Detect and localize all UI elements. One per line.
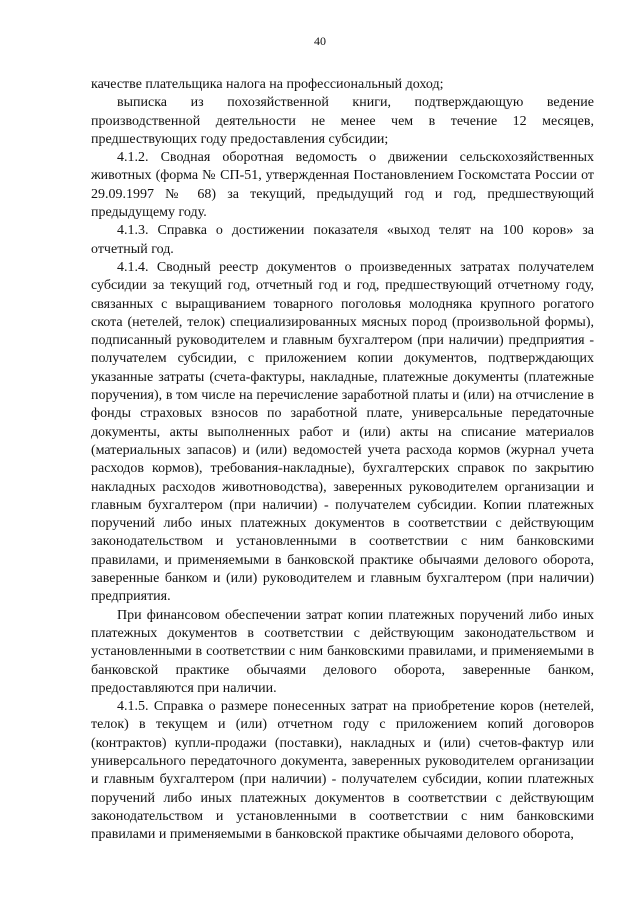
paragraph-household-book-extract: выписка из похозяйственной книги, подтверждающую ведение производственной деятельности не менее чем в течение 12 месяцев, предшествующих году предоставления субсидии; xyxy=(91,95,594,147)
paragraph-continuation: качестве плательщика налога на профессиональный доход; xyxy=(91,77,444,92)
document-body xyxy=(91,76,594,844)
paragraph-4-1-3: 4.1.3. Справка о достижении показателя «выход телят на 100 коров» за отчетный год. xyxy=(91,223,594,257)
paragraph-financial-support: При финансовом обеспечении затрат копии платежных поручений либо иных платежных документов в соответствии с действующим законодательством и установленными в соответствии с ним банковскими правилами, и применяемыми в банковской практике обычаями делового оборота, заверенные банком, предоставляются при наличии. xyxy=(91,607,594,696)
paragraph-4-1-4: 4.1.4. Сводный реестр документов о произведенных затратах получателем субсидии за текущий год, отчетный год и год, предшествующий отчетному году, связанных с выращиванием товарного поголовья молодняка крупного рогатого скота (нетелей, телок) специализированных мясных пород (произвольной формы), подписанный руководителем и главным бухгалтером (при наличии) предприятия - получателем субсидии, с приложением копии документов, подтверждающих указанные затраты (счета-фактуры, накладные, платежные документы (платежные поручения), в том числе на перечисление заработной платы и (или) на отчисление в фонды страховых взносов по заработной плате, универсальные передаточные документы, акты выполненных работ и (или) акты на списание материалов (материальных запасов) и (или) ведомостей учета расхода кормов (журнал учета расходов кормов), требования-накладные), бухгалтерских справок по закрытию накладных расходов животноводства), заверенных руководителем организации и главным бухгалтером (при наличии) - получателем субсидии. Копии платежных поручений либо иных платежных документов в соответствии с действующим законодательством и установленными в соответствии с ним банковскими правилами, и применяемыми в банковской практике обычаями делового оборота, заверенные банком и (или) руководителем и главным бухгалтером (при наличии) предприятия. xyxy=(91,259,594,605)
page-number: 40 xyxy=(314,34,326,48)
paragraph-4-1-5: 4.1.5. Справка о размере понесенных затрат на приобретение коров (нетелей, телок) в текущем и (или) отчетном году с приложением копий договоров (контрактов) купли-продажи (поставки), накладных и (или) счетов-фактур или универсального передаточного документа, заверенных руководителем организации и главным бухгалтером (при наличии) - получателем субсидии, копии платежных поручений либо иных платежных документов в соответствии с действующим законодательством и установленными в соответствии с ним банковскими правилами и применяемыми в банковской практике обычаями делового оборота, xyxy=(91,699,594,843)
paragraph-4-1-2: 4.1.2. Сводная оборотная ведомость о движении сельскохозяйственных животных (форма № СП-51, утвержденная Постановлением Госкомстата России от 29.09.1997 № 68) за текущий, предыдущий год и год, предшествующий предыдущему году. xyxy=(91,150,594,221)
